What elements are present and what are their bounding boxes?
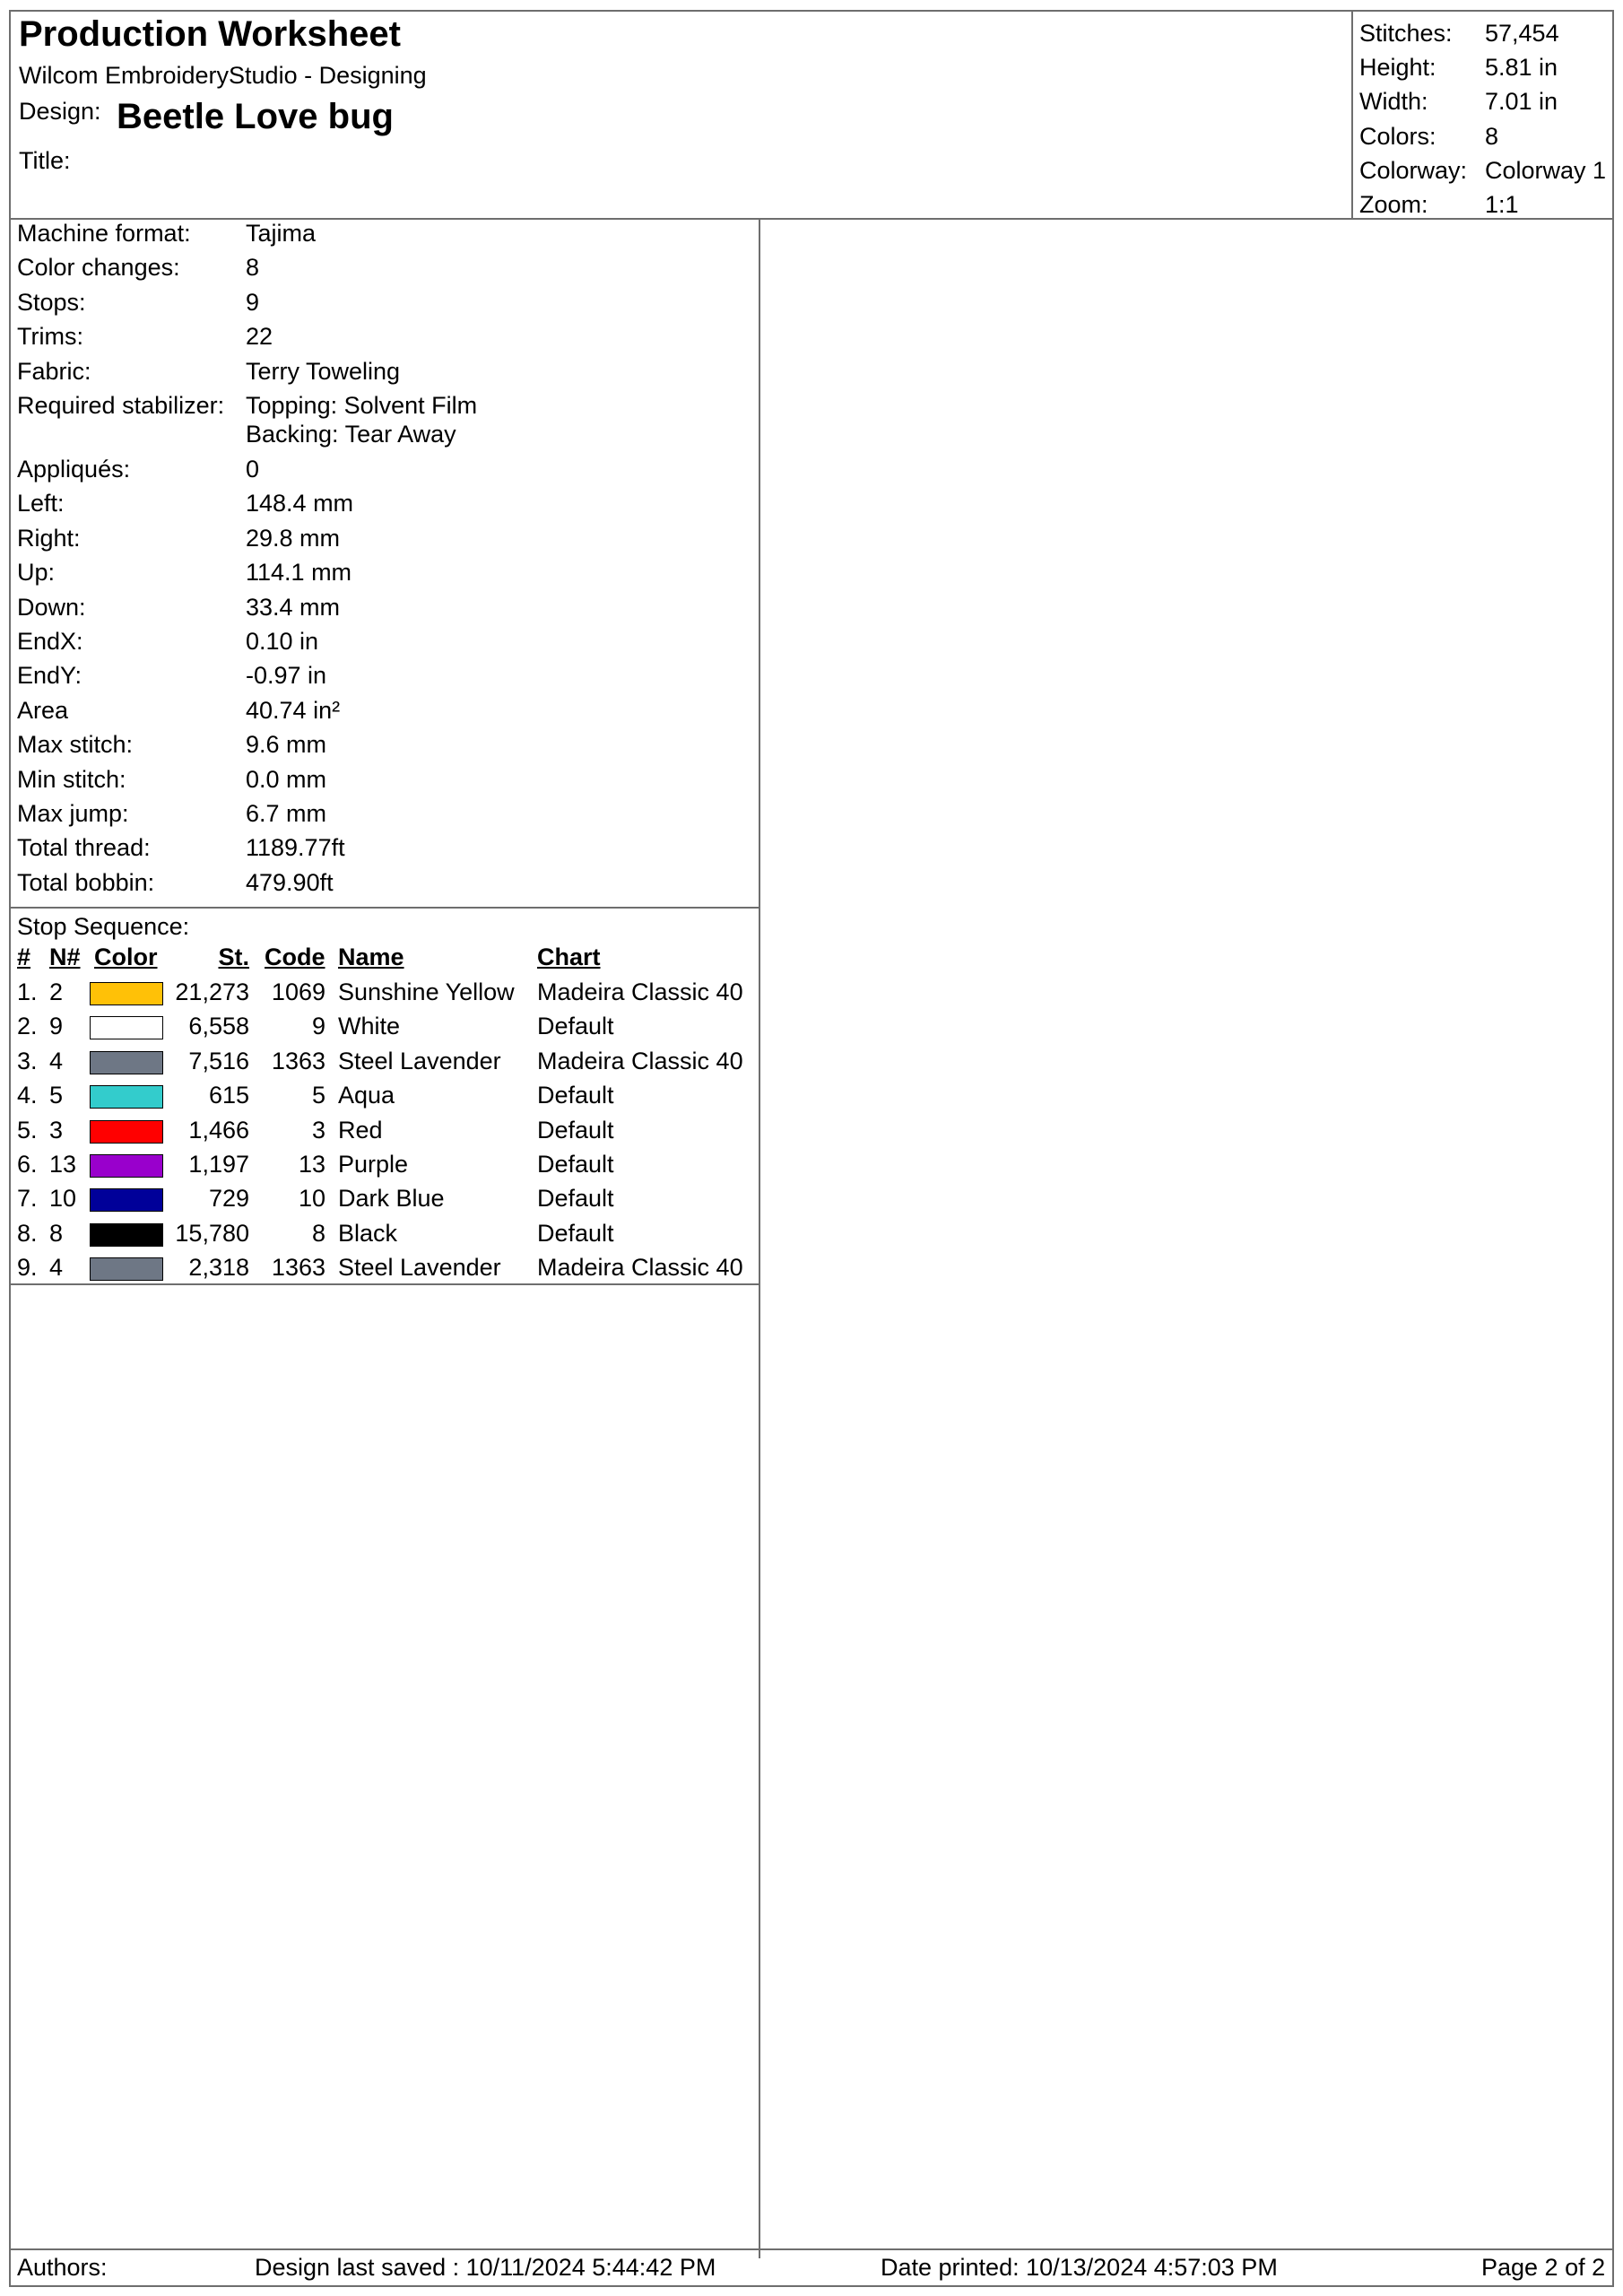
stop-sequence-title: Stop Sequence: [17,913,190,940]
stat-value: 1:1 [1485,191,1519,218]
title-label: Title: [19,147,71,174]
color-swatch [90,1188,163,1212]
design-name: Beetle Love bug [117,97,394,136]
info-value: 0.10 in [246,628,319,655]
thread-code: 10 [298,1185,325,1213]
stitch-count: 1,197 [188,1151,249,1178]
needle-number: 4 [49,1047,64,1074]
thread-chart: Default [537,1151,614,1178]
footer-page-number: Page 2 of 2 [1481,2254,1606,2281]
info-value: 148.4 mm [246,490,354,517]
info-value: Topping: Solvent Film [246,392,478,419]
thread-name: Steel Lavender [338,1047,501,1074]
info-label: Required stabilizer: [17,392,225,419]
thread-name: Purple [338,1151,409,1178]
stat-label: Width: [1359,88,1428,115]
color-swatch [90,1016,163,1039]
info-value: 8 [246,254,260,282]
stitch-count: 615 [208,1082,249,1109]
needle-number: 2 [49,978,64,1005]
worksheet-header [11,12,1612,220]
info-value: 479.90ft [246,868,334,896]
info-label: Total bobbin: [17,868,155,896]
color-swatch [90,982,163,1005]
color-swatch [90,1051,163,1074]
info-value: 0 [246,456,260,483]
info-label: Area [17,696,69,724]
color-swatch [90,1257,163,1281]
needle-number: 10 [49,1185,77,1213]
stitch-count: 729 [208,1185,249,1213]
details-column [11,218,760,2258]
page-footer [11,2248,1612,2287]
info-value: -0.97 in [246,662,327,690]
info-value: 1189.77ft [246,834,345,862]
stat-label: Colorway: [1359,157,1468,184]
info-label: Trims: [17,323,83,351]
info-value: 40.74 in² [246,696,341,724]
thread-code: 9 [311,1013,325,1040]
thread-name: Steel Lavender [338,1254,501,1282]
info-label: Min stitch: [17,765,126,793]
stitch-count: 15,780 [175,1219,249,1247]
needle-number: 5 [49,1082,64,1109]
thread-chart: Default [537,1219,614,1247]
stitch-count: 2,318 [188,1254,249,1282]
color-swatch [90,1085,163,1109]
info-label: Up: [17,559,56,587]
thread-chart: Default [537,1116,614,1144]
info-value-secondary: Backing: Tear Away [246,421,456,448]
stat-value: 57,454 [1485,20,1559,47]
thread-code: 1363 [271,1254,325,1282]
stat-label: Height: [1359,54,1436,81]
stop-number: 7. [17,1185,38,1213]
stat-value: Colorway 1 [1485,157,1607,184]
stitch-count: 1,466 [188,1116,249,1144]
info-label: Appliqués: [17,456,131,483]
column-header-needle: N# [49,944,81,970]
info-label: Fabric: [17,357,91,385]
thread-code: 8 [311,1219,325,1247]
info-value: 22 [246,323,273,351]
stop-number: 2. [17,1013,38,1040]
worksheet-page [9,10,1614,2287]
stat-label: Colors: [1359,123,1436,150]
footer-last-saved: Design last saved : 10/11/2024 5:44:42 PM [255,2254,716,2281]
needle-number: 9 [49,1013,64,1040]
thread-name: Aqua [338,1082,395,1109]
stitch-count: 6,558 [188,1013,249,1040]
stitch-count: 7,516 [188,1047,249,1074]
info-label: EndY: [17,662,82,690]
needle-number: 13 [49,1151,77,1178]
info-label: EndX: [17,628,83,655]
stat-label: Zoom: [1359,191,1428,218]
info-label: Max stitch: [17,731,134,759]
thread-code: 3 [311,1116,325,1144]
stat-value: 8 [1485,123,1499,150]
column-header-color: Color [94,944,158,970]
software-name: Wilcom EmbroideryStudio - Designing [19,62,427,89]
column-header-name: Name [338,944,404,970]
info-label: Total thread: [17,834,151,862]
color-swatch [90,1120,163,1144]
column-header-chart: Chart [537,944,601,970]
stat-value: 5.81 in [1485,54,1558,81]
thread-name: Dark Blue [338,1185,445,1213]
stat-value: 7.01 in [1485,88,1558,115]
stop-number: 3. [17,1047,38,1074]
thread-chart: Madeira Classic 40 [537,1047,743,1074]
stitch-count: 21,273 [175,978,249,1005]
column-header-number: # [17,944,31,970]
stop-number: 1. [17,978,38,1005]
color-swatch [90,1223,163,1247]
info-value: 33.4 mm [246,593,341,621]
stop-number: 9. [17,1254,38,1282]
design-label: Design: [19,98,101,125]
thread-code: 13 [298,1151,325,1178]
thread-code: 5 [311,1082,325,1109]
footer-authors: Authors: [17,2254,108,2281]
stop-number: 8. [17,1219,38,1247]
info-label: Stops: [17,288,86,316]
thread-chart: Default [537,1185,614,1213]
stop-number: 4. [17,1082,38,1109]
info-label: Max jump: [17,800,129,827]
info-label: Right: [17,524,81,552]
design-stats [1351,12,1614,218]
thread-chart: Madeira Classic 40 [537,978,743,1005]
info-value: 9.6 mm [246,731,327,759]
thread-name: Sunshine Yellow [338,978,515,1005]
color-swatch [90,1154,163,1178]
thread-code: 1363 [271,1047,325,1074]
thread-name: Black [338,1219,398,1247]
needle-number: 8 [49,1219,64,1247]
info-value: Terry Toweling [246,357,401,385]
stop-sequence [11,909,759,1285]
info-value: 0.0 mm [246,765,327,793]
stop-number: 5. [17,1116,38,1144]
stop-number: 6. [17,1151,38,1178]
column-header-code: Code [265,944,325,970]
info-value: 6.7 mm [246,800,327,827]
info-label: Color changes: [17,254,180,282]
info-value: 9 [246,288,260,316]
thread-chart: Madeira Classic 40 [537,1254,743,1282]
thread-name: Red [338,1116,383,1144]
thread-code: 1069 [271,978,325,1005]
info-value: 114.1 mm [246,559,352,587]
stat-label: Stitches: [1359,20,1453,47]
info-value: 29.8 mm [246,524,341,552]
thread-chart: Default [537,1013,614,1040]
needle-number: 3 [49,1116,64,1144]
footer-date-printed: Date printed: 10/13/2024 4:57:03 PM [881,2254,1278,2281]
column-header-stitches: St. [218,944,249,970]
thread-name: White [338,1013,401,1040]
info-label: Down: [17,593,86,621]
machine-info [11,218,759,909]
needle-number: 4 [49,1254,64,1282]
info-label: Machine format: [17,220,191,247]
info-value: Tajima [246,220,317,247]
info-label: Left: [17,490,65,517]
page-title: Production Worksheet [19,14,401,54]
thread-chart: Default [537,1082,614,1109]
